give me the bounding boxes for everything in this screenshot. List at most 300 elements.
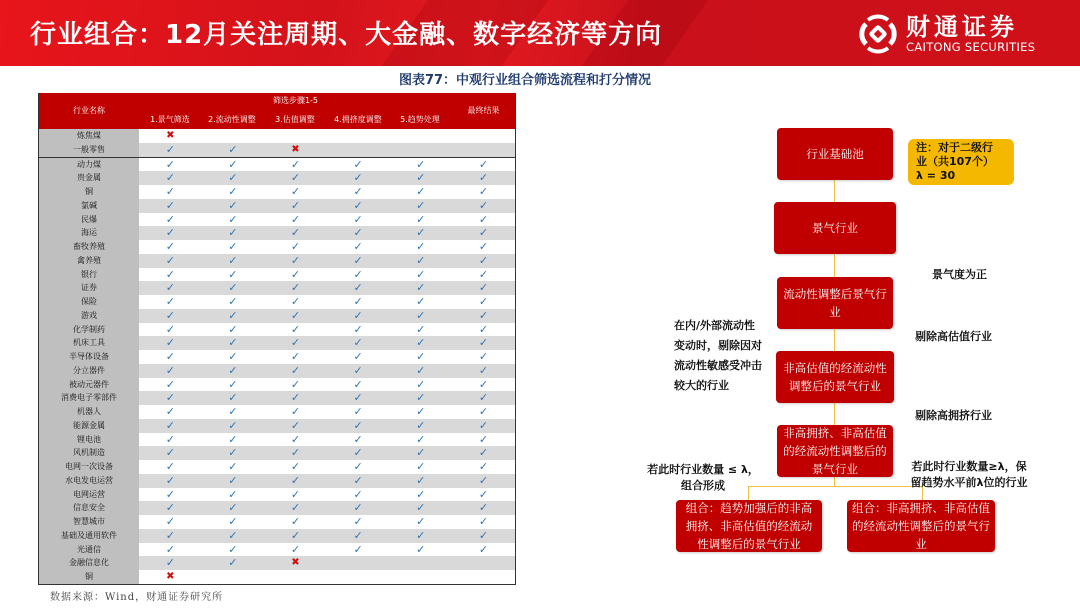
check-icon: ✓ (416, 308, 426, 322)
table-cell (139, 446, 202, 460)
check-icon: ✓ (165, 446, 175, 460)
table-cell (139, 268, 202, 282)
flow-connector (748, 486, 922, 487)
table-cell (202, 268, 265, 282)
table-cell (264, 405, 327, 419)
table-cell (139, 460, 202, 474)
check-icon: ✓ (290, 432, 301, 446)
check-icon: ✓ (228, 501, 238, 515)
column-header-final: 最终结果 (467, 106, 500, 115)
table-cell (264, 129, 327, 143)
table-cell (389, 488, 452, 502)
check-icon: ✓ (165, 487, 175, 501)
industry-name: 智慧城市 (39, 515, 139, 529)
table-cell (202, 199, 265, 213)
check-icon: ✓ (353, 171, 363, 185)
table-cell (202, 226, 265, 240)
table-cell (202, 501, 265, 515)
table-cell (389, 391, 452, 405)
check-icon: ✓ (416, 446, 426, 460)
industry-name: 证券 (39, 281, 139, 295)
table-cell (327, 240, 390, 254)
check-icon: ✓ (353, 377, 363, 391)
column-header-step-1: 1.景气筛选 (150, 115, 190, 124)
table-cell (139, 185, 202, 199)
table-cell (327, 185, 390, 199)
table-cell (389, 213, 452, 227)
table-cell (264, 488, 327, 502)
table-cell (264, 185, 327, 199)
table-cell (389, 350, 452, 364)
check-icon: ✓ (290, 212, 301, 226)
check-icon: ✓ (228, 473, 238, 487)
table-cell (452, 529, 515, 543)
table-cell (389, 226, 452, 240)
check-icon: ✓ (416, 185, 426, 198)
check-icon: ✓ (353, 322, 363, 336)
table-cell (327, 171, 390, 185)
table-cell (389, 501, 452, 515)
check-icon: ✓ (165, 212, 175, 226)
check-icon: ✓ (416, 226, 426, 240)
table-cell (139, 213, 202, 227)
table-cell (389, 474, 452, 488)
industry-name: 保险 (39, 295, 139, 309)
check-icon: ✓ (228, 377, 238, 391)
flow-label-le-lambda: 若此时行业数量 ≤ λ，组合形成 (647, 463, 759, 492)
table-cell (389, 364, 452, 378)
table-row (39, 336, 515, 350)
check-icon: ✓ (228, 185, 238, 198)
industry-name: 铜 (39, 185, 139, 199)
table-cell (139, 364, 202, 378)
check-icon: ✓ (290, 405, 301, 418)
industry-name: 民爆 (39, 213, 139, 227)
table-cell (139, 295, 202, 309)
table-cell (389, 433, 452, 447)
table-row (39, 556, 515, 570)
table-cell (389, 143, 452, 157)
check-icon: ✓ (165, 253, 175, 267)
industry-name: 一般零售 (39, 143, 139, 157)
table-cell (389, 529, 452, 543)
table-cell (139, 474, 202, 488)
table-cell (327, 543, 390, 557)
check-icon: ✓ (353, 487, 363, 501)
table-cell (139, 240, 202, 254)
check-icon: ✓ (416, 363, 426, 377)
industry-name: 电网一次设备 (39, 460, 139, 474)
table-cell (327, 556, 390, 570)
table-cell (264, 350, 327, 364)
check-icon: ✓ (478, 487, 489, 501)
check-icon: ✓ (228, 308, 238, 322)
industry-name: 半导体设备 (39, 350, 139, 364)
check-icon: ✓ (353, 240, 363, 253)
table-cell (389, 254, 452, 268)
table-cell (452, 350, 515, 364)
table-cell (327, 474, 390, 488)
check-icon: ✓ (290, 473, 301, 487)
table-cell (327, 143, 390, 157)
table-cell (202, 350, 265, 364)
check-icon: ✓ (165, 501, 175, 515)
check-icon: ✓ (165, 391, 175, 405)
table-cell (264, 143, 327, 157)
table-cell (389, 323, 452, 337)
table-cell (202, 391, 265, 405)
check-icon: ✓ (478, 281, 489, 295)
table-cell (389, 129, 452, 143)
check-icon: ✓ (478, 350, 489, 363)
table-row (39, 143, 515, 157)
check-icon: ✓ (228, 515, 238, 528)
table-cell (452, 254, 515, 268)
table-cell (452, 185, 515, 199)
table-cell (452, 268, 515, 282)
check-icon: ✓ (228, 198, 238, 212)
flow-label-remove-crowded: 剔除高拥挤行业 (915, 409, 992, 422)
table-row (39, 391, 515, 405)
table-cell (139, 129, 202, 143)
check-icon: ✓ (290, 157, 301, 171)
brand-logo (858, 10, 1035, 58)
table-row (39, 157, 515, 172)
table-cell (327, 446, 390, 460)
table-cell (139, 254, 202, 268)
check-icon: ✓ (228, 281, 238, 295)
check-icon: ✓ (165, 473, 175, 487)
industry-name: 分立器件 (39, 364, 139, 378)
table-cell (202, 323, 265, 337)
check-icon: ✓ (353, 295, 363, 308)
check-icon: ✓ (290, 446, 301, 460)
table-cell (452, 405, 515, 419)
table-cell (389, 446, 452, 460)
table-row (39, 474, 515, 488)
check-icon: ✓ (228, 432, 238, 446)
table-cell (202, 543, 265, 557)
table-cell (202, 213, 265, 227)
check-icon: ✓ (228, 446, 238, 460)
table-cell (202, 295, 265, 309)
table-cell (452, 474, 515, 488)
table-cell (202, 240, 265, 254)
check-icon: ✓ (228, 336, 238, 350)
table-row (39, 199, 515, 213)
check-icon: ✓ (478, 322, 489, 336)
check-icon: ✓ (353, 253, 363, 267)
table-cell (452, 240, 515, 254)
check-icon: ✓ (165, 295, 175, 308)
check-icon: ✓ (165, 432, 175, 446)
check-icon: ✓ (353, 528, 363, 542)
table-row (39, 226, 515, 240)
table-cell (452, 281, 515, 295)
table-cell (202, 336, 265, 350)
table-cell (327, 405, 390, 419)
industry-name: 机床工具 (39, 336, 139, 350)
flow-node-combo-plain: 组合：非高拥挤、非高估值的经流动性调整后的景气行业 (847, 500, 995, 552)
table-cell (327, 281, 390, 295)
check-icon: ✓ (353, 185, 363, 198)
table-cell (452, 226, 515, 240)
check-icon: ✓ (416, 487, 426, 501)
table-cell (327, 268, 390, 282)
check-icon: ✓ (478, 185, 489, 198)
table-cell (327, 488, 390, 502)
table-row (39, 295, 515, 309)
flow-node-pool: 行业基础池 (777, 128, 893, 180)
check-icon: ✓ (478, 501, 489, 515)
check-icon: ✓ (478, 295, 489, 308)
check-icon: ✓ (353, 432, 363, 446)
check-icon: ✓ (478, 267, 489, 281)
check-icon: ✓ (228, 487, 238, 501)
check-icon: ✓ (165, 185, 175, 198)
table-cell (389, 171, 452, 185)
table-cell (139, 199, 202, 213)
table-cell (202, 158, 265, 172)
check-icon: ✓ (416, 198, 426, 212)
page-title: 行业组合：12月关注周期、大金融、数字经济等方向 (30, 20, 663, 50)
table-row (39, 446, 515, 460)
flow-node-crowding: 非高拥挤、非高估值的经流动性调整后的景气行业 (777, 425, 893, 477)
table-row (39, 129, 515, 143)
check-icon: ✓ (165, 556, 175, 570)
check-icon: ✓ (478, 226, 489, 240)
check-icon: ✓ (416, 157, 426, 171)
table-cell (389, 570, 452, 584)
check-icon: ✓ (290, 281, 301, 295)
table-cell (327, 323, 390, 337)
table-cell (389, 336, 452, 350)
caitong-logo-icon (858, 14, 898, 54)
check-icon: ✓ (478, 405, 489, 418)
table-cell (139, 529, 202, 543)
table-cell (264, 515, 327, 529)
check-icon: ✓ (416, 281, 426, 295)
check-icon: ✓ (290, 336, 301, 350)
flow-label-ge-lambda: 若此时行业数量≥λ，保留趋势水平前λ位的行业 (910, 460, 1028, 489)
table-cell (452, 199, 515, 213)
check-icon: ✓ (290, 267, 301, 281)
table-cell (452, 295, 515, 309)
table-cell (139, 543, 202, 557)
table-row (39, 240, 515, 254)
check-icon: ✓ (416, 267, 426, 281)
table-cell (389, 419, 452, 433)
check-icon: ✓ (290, 171, 301, 185)
table-cell (389, 185, 452, 199)
industry-name: 水电发电运营 (39, 474, 139, 488)
table-cell (139, 556, 202, 570)
column-header-step-4: 4.拥挤度调整 (334, 115, 382, 124)
check-icon: ✓ (228, 418, 238, 432)
table-cell (452, 158, 515, 172)
table-cell (139, 323, 202, 337)
check-icon: ✓ (353, 226, 363, 240)
check-icon: ✓ (228, 391, 238, 405)
table-cell (389, 199, 452, 213)
table-cell (264, 460, 327, 474)
check-icon: ✓ (416, 295, 426, 308)
check-icon: ✓ (165, 350, 175, 363)
table-row (39, 309, 515, 323)
check-icon: ✓ (353, 212, 363, 226)
table-cell (452, 488, 515, 502)
table-cell (264, 543, 327, 557)
check-icon: ✓ (416, 528, 426, 542)
flow-note: 注：对于二级行 业（共107个） λ = 30 (908, 139, 1014, 185)
check-icon: ✓ (353, 391, 363, 405)
check-icon: ✓ (478, 377, 489, 391)
check-icon: ✓ (290, 295, 301, 308)
flow-node-prosperity: 景气行业 (774, 202, 896, 254)
table-cell (139, 433, 202, 447)
check-icon: ✓ (165, 515, 175, 528)
column-header-step-3: 3.估值调整 (275, 115, 315, 124)
flow-label-liquidity-rule: 在内/外部流动性变动时，剔除因对流动性敏感受冲击较大的行业 (674, 319, 762, 392)
table-row (39, 254, 515, 268)
table-row (39, 364, 515, 378)
check-icon: ✓ (165, 198, 175, 212)
industry-name: 氯碱 (39, 199, 139, 213)
table-cell (139, 378, 202, 392)
table-cell (389, 405, 452, 419)
check-icon: ✓ (353, 460, 363, 473)
table-cell (327, 501, 390, 515)
table-cell (264, 254, 327, 268)
check-icon: ✓ (478, 336, 489, 350)
figure-caption: 图表77：中观行业组合筛选流程和打分情况 (398, 73, 652, 88)
flow-node-combo-trend: 组合：趋势加强后的非高拥挤、非高估值的经流动性调整后的景气行业 (676, 500, 822, 552)
check-icon: ✓ (416, 460, 426, 473)
table-cell (389, 268, 452, 282)
check-icon: ✓ (228, 322, 238, 336)
check-icon: ✓ (416, 322, 426, 336)
industry-name: 能源金属 (39, 419, 139, 433)
check-icon: ✓ (416, 212, 426, 226)
table-cell (139, 336, 202, 350)
table-cell (327, 158, 390, 172)
check-icon: ✓ (478, 240, 489, 253)
check-icon: ✓ (478, 515, 489, 528)
check-icon: ✓ (353, 473, 363, 487)
table-cell (202, 143, 265, 157)
industry-name: 海运 (39, 226, 139, 240)
check-icon: ✓ (228, 350, 238, 363)
check-icon: ✓ (353, 405, 363, 418)
check-icon: ✓ (228, 212, 238, 226)
table-row (39, 460, 515, 474)
screening-table (38, 93, 516, 585)
check-icon: ✓ (416, 473, 426, 487)
check-icon: ✓ (228, 542, 238, 556)
table-row (39, 268, 515, 282)
check-icon: ✓ (165, 322, 175, 336)
table-cell (139, 281, 202, 295)
table-cell (452, 543, 515, 557)
table-row (39, 488, 515, 502)
industry-name: 炼焦煤 (39, 129, 139, 143)
check-icon: ✓ (228, 295, 238, 308)
check-icon: ✓ (165, 377, 175, 391)
check-icon: ✓ (165, 528, 175, 542)
check-icon: ✓ (353, 157, 363, 171)
table-cell (202, 309, 265, 323)
table-cell (202, 433, 265, 447)
check-icon: ✓ (478, 253, 489, 267)
table-cell (264, 240, 327, 254)
table-row (39, 213, 515, 227)
industry-name: 消费电子零部件 (39, 391, 139, 405)
table-cell (327, 199, 390, 213)
table-cell (327, 460, 390, 474)
flow-label-remove-high-valuation: 剔除高估值行业 (915, 330, 992, 343)
table-row (39, 323, 515, 337)
table-cell (202, 419, 265, 433)
table-cell (264, 171, 327, 185)
table-cell (202, 474, 265, 488)
industry-name: 信息安全 (39, 501, 139, 515)
table-cell (452, 501, 515, 515)
table-cell (202, 378, 265, 392)
check-icon: ✓ (228, 240, 238, 253)
table-cell (202, 446, 265, 460)
industry-name: 风机制造 (39, 446, 139, 460)
check-icon: ✓ (228, 460, 238, 473)
cross-icon: ✖ (291, 143, 300, 155)
table-row (39, 515, 515, 529)
check-icon: ✓ (478, 446, 489, 460)
check-icon: ✓ (353, 515, 363, 528)
table-cell (264, 501, 327, 515)
table-cell (327, 433, 390, 447)
table-cell (139, 570, 202, 584)
check-icon: ✓ (228, 405, 238, 418)
check-icon: ✓ (290, 515, 301, 528)
check-icon: ✓ (416, 377, 426, 391)
check-icon: ✓ (228, 142, 238, 156)
table-cell (202, 281, 265, 295)
flow-node-liquidity: 流动性调整后景气行业 (777, 277, 893, 329)
check-icon: ✓ (478, 391, 489, 405)
table-cell (202, 515, 265, 529)
industry-name: 畜牧养殖 (39, 240, 139, 254)
check-icon: ✓ (165, 460, 175, 473)
table-cell (452, 391, 515, 405)
table-row (39, 378, 515, 392)
table-cell (202, 529, 265, 543)
table-cell (139, 158, 202, 172)
table-cell (327, 129, 390, 143)
table-cell (327, 378, 390, 392)
check-icon: ✓ (416, 405, 426, 418)
table-cell (389, 556, 452, 570)
table-cell (202, 488, 265, 502)
check-icon: ✓ (228, 556, 238, 570)
table-cell (202, 364, 265, 378)
industry-name: 电网运营 (39, 488, 139, 502)
check-icon: ✓ (353, 281, 363, 295)
table-cell (139, 515, 202, 529)
table-cell (452, 515, 515, 529)
industry-name: 化学制药 (39, 323, 139, 337)
table-cell (264, 323, 327, 337)
flow-node-valuation: 非高估值的经流动性调整后的景气行业 (776, 351, 894, 403)
check-icon: ✓ (165, 157, 175, 171)
